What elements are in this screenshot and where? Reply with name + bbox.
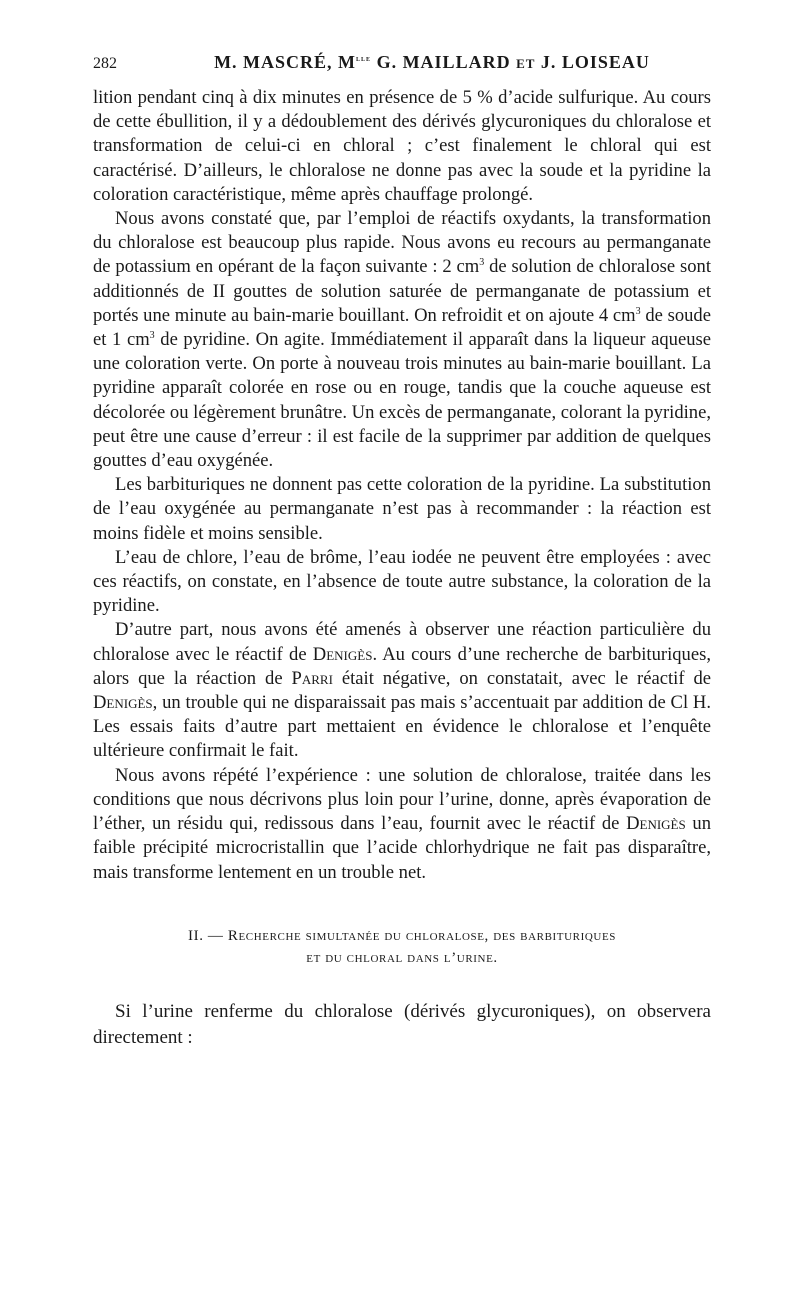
p5-part-b: . Au cours d’une recherche de barbituriques, alors que la réaction de xyxy=(93,643,711,689)
p5-name-1: Denigès xyxy=(312,643,373,665)
p2-part-d: de pyridine. On agite. Immédiatement il apparaît dans la liqueur aqueuse une coloration verte. On porte à nouveau trois minutes au bain-marie bouillant. La pyridine apparaît colorée en rose ou en rouge, tandis que la couche aqueuse est décolorée ou légèrement brunâtre. Un excès de permanganate, colorant la pyridine, peut être une cause d’erreur : il est facile de la supprimer par addition de quelques gouttes d’eau oxygénée. xyxy=(93,329,711,472)
p2-part-a: Nous avons constaté que, par l’emploi de réactifs oxydants, la transformation du chloralose est beaucoup plus rapide. Nous avons eu recours au permanganate de potassium en opérant de la façon suivante : 2 cm xyxy=(93,208,711,278)
authors-line xyxy=(153,52,711,73)
p5-part-d: , un trouble qui ne disparaissait pas mais s’accentuait par addition de Cl H. Les essais faits d’autre part mettaient en évidence le chloralose et l’enquête ultérieure confirmait le fait. xyxy=(93,692,711,762)
p5-part-c: était négative, on constatait, avec le réactif de xyxy=(332,667,712,689)
page-number: 282 xyxy=(93,55,117,72)
authors-post: G. MAILLARD et J. LOISEAU xyxy=(371,52,650,72)
running-header xyxy=(93,52,711,86)
p2-sup-3: 3 xyxy=(149,329,155,341)
body-text xyxy=(93,86,711,885)
paragraph-3: Les barbituriques ne donnent pas cette coloration de la pyridine. La substitution de l’eau oxygénée au permanganate n’est pas à recommander : la réaction est moins fidèle et moins sensible. xyxy=(93,474,711,544)
section-heading-line-1: II. — Recherche simultanée du chloralose, des barbituriques xyxy=(188,927,616,944)
p6-part-b: un faible précipité microcristallin que l’acide chlorhydrique ne fait pas disparaître, mais transforme lentement en un trouble net. xyxy=(93,813,711,883)
p2-part-c: de soude et 1 cm xyxy=(93,304,711,351)
paragraph-4: L’eau de chlore, l’eau de brôme, l’eau iodée ne peuvent être employées : avec ces réactifs, on constate, en l’absence de toute autre substance, la coloration de la pyridine. xyxy=(93,546,711,617)
p5-part-a: D’autre part, nous avons été amenés à observer une réaction particulière du chloralose avec le réactif de xyxy=(93,619,711,665)
authors-pre: M. MASCRÉ, M xyxy=(214,52,357,72)
p2-part-b: de solution de chloralose sont additionnés de II gouttes de solution saturée de permanganate de potassium et portés une minute au bain-marie bouillant. On refroidit et on ajoute 4 cm xyxy=(93,256,711,326)
document-page xyxy=(93,52,711,1051)
p6-name: Denigès xyxy=(626,813,686,835)
paragraph-5 xyxy=(93,618,711,763)
p5-name-3: Denigès xyxy=(93,692,153,714)
p2-sup-2: 3 xyxy=(635,305,641,317)
p5-name-2: Parri xyxy=(291,667,333,689)
paragraph-2 xyxy=(93,207,711,473)
closing-text xyxy=(93,999,711,1051)
paragraph-6 xyxy=(93,764,711,885)
paragraph-1: lition pendant cinq à dix minutes en présence de 5 % d’acide sulfurique. Au cours de cette ébullition, il y a dédoublement des dérivés glycuroniques du chloralose et transformation de celui-ci en chloral ; c’est finalement le chloral qui est caractérisé. D’ailleurs, le chloralose ne donne pas avec la soude et la pyridine la coloration caractéristique, même après chauffage prolongé. xyxy=(93,87,711,205)
authors-sup: lle xyxy=(356,53,372,63)
section-heading xyxy=(93,925,711,969)
p2-sup-1: 3 xyxy=(479,257,485,269)
p6-part-a: Nous avons répété l’expérience : une solution de chloralose, traitée dans les conditions que nous décrivons plus loin pour l’urine, donne, après évaporation de l’éther, un résidu qui, redissous dans l’eau, fournit avec le réactif de xyxy=(93,764,711,835)
section-heading-line-2: et du chloral dans l’urine. xyxy=(306,949,498,966)
closing-paragraph: Si l’urine renferme du chloralose (dérivés glycuroniques), on observera directement : xyxy=(93,1000,711,1048)
